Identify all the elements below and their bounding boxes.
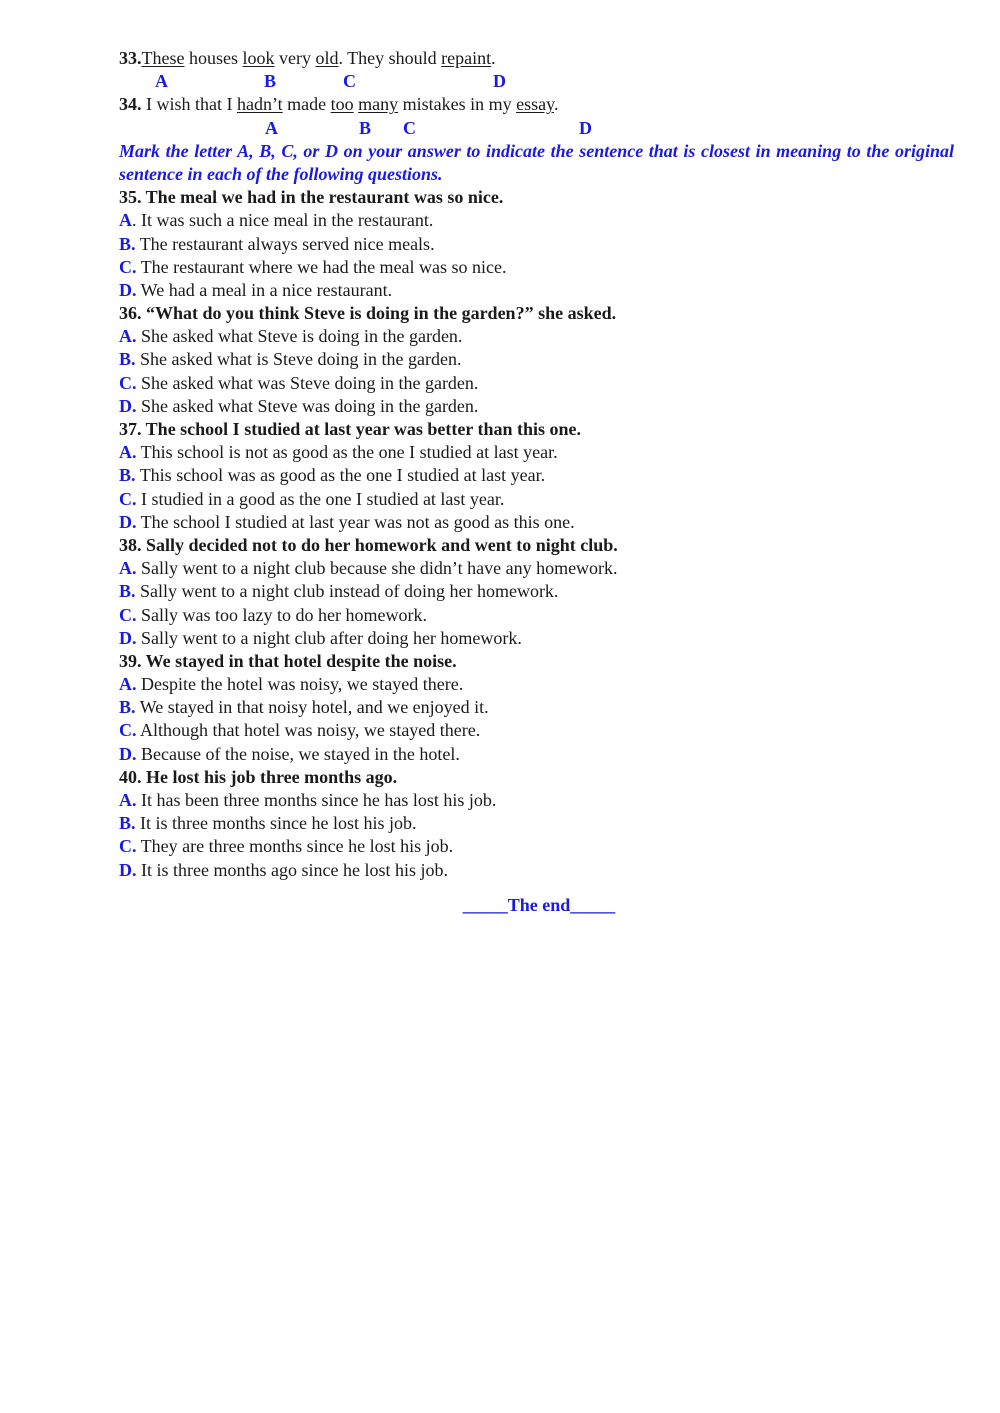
question-stem: 40. He lost his job three months ago. (119, 766, 398, 787)
answer-option (119, 279, 959, 302)
option-letter: D (493, 71, 506, 92)
option-letter: C. (119, 256, 137, 277)
option-text: She asked what Steve is doing in the garden. (136, 326, 463, 347)
text-segment: houses (184, 48, 243, 68)
option-letter: A. (119, 326, 137, 347)
answer-option (119, 859, 959, 882)
answer-letters-34 (119, 117, 959, 140)
option-letter: A. (119, 790, 137, 811)
option-letter: C. (119, 372, 137, 393)
option-letter: A. (119, 674, 137, 695)
option-letter: D. (119, 511, 137, 532)
worksheet-page (119, 47, 959, 917)
answer-option (119, 743, 959, 766)
answer-option (119, 789, 959, 812)
answer-option (119, 488, 959, 511)
option-text: I studied in a good as the one I studied at last year. (136, 488, 505, 509)
section-instruction: Mark the letter A, B, C, or D on your answer to indicate the sentence that is closest in meaning to the original sentence in each of the following questions. (119, 140, 954, 184)
option-text: It is three months since he lost his job. (135, 813, 417, 834)
option-letter: D. (119, 395, 137, 416)
option-text: She asked what is Steve doing in the garden. (135, 349, 462, 370)
option-letter: C (343, 71, 356, 92)
text-segment: . They should (338, 48, 442, 68)
option-text: Although that hotel was noisy, we stayed there. (136, 720, 481, 741)
answer-option (119, 511, 959, 534)
option-letter: B. (119, 465, 136, 486)
option-letter: B. (119, 697, 136, 718)
option-text: The restaurant where we had the meal was so nice. (136, 256, 507, 277)
answer-option (119, 604, 959, 627)
answer-option (119, 557, 959, 580)
answer-option (119, 719, 959, 742)
option-text: The restaurant always served nice meals. (135, 233, 435, 254)
option-letter: D. (119, 279, 137, 300)
question-stem: 38. Sally decided not to do her homework and went to night club. (119, 534, 618, 555)
underlined-word: hadn’t (236, 94, 283, 115)
option-letter: C (403, 117, 416, 138)
answer-option (119, 812, 959, 835)
option-letter: D. (119, 627, 137, 648)
text-segment: mistakes in my (398, 94, 517, 115)
option-letter: C. (119, 488, 137, 509)
option-text: It has been three months since he has lost his job. (136, 790, 497, 811)
question-stem: 35. The meal we had in the restaurant was so nice. (119, 187, 504, 208)
option-letter: B (264, 71, 277, 92)
option-text: Sally was too lazy to do her homework. (136, 604, 427, 625)
answer-option (119, 372, 959, 395)
option-letter: A (119, 210, 132, 231)
option-letter: C. (119, 720, 137, 741)
option-text: The school I studied at last year was not as good as this one. (136, 511, 575, 532)
answer-option (119, 395, 959, 418)
option-text: It is three months ago since he lost his job. (136, 859, 448, 880)
option-letter: A (155, 71, 168, 92)
option-letter: B. (119, 349, 136, 370)
option-text: Sally went to a night club after doing her homework. (136, 627, 522, 648)
answer-option (119, 348, 959, 371)
option-text: . It was such a nice meal in the restaurant. (132, 210, 434, 231)
underlined-word: These (141, 48, 185, 68)
option-text: She asked what Steve was doing in the garden. (136, 395, 479, 416)
answer-option (119, 209, 959, 232)
question-34 (119, 93, 959, 116)
answer-option (119, 673, 959, 696)
option-text: Because of the noise, we stayed in the hotel. (136, 743, 460, 764)
option-letter: D. (119, 859, 137, 880)
text-segment: very (274, 48, 316, 68)
underlined-word: look (242, 48, 275, 68)
end-marker: _____The end_____ (462, 894, 616, 915)
text-segment: made (282, 94, 331, 115)
text-segment: . (491, 48, 496, 68)
answer-option (119, 464, 959, 487)
option-text: Sally went to a night club because she didn’t have any homework. (136, 558, 618, 579)
option-text: Sally went to a night club instead of doing her homework. (135, 581, 559, 602)
option-text: Despite the hotel was noisy, we stayed there. (136, 674, 464, 695)
answer-option (119, 835, 959, 858)
answer-option (119, 627, 959, 650)
answer-option (119, 233, 959, 256)
answer-option (119, 256, 959, 279)
option-text: We stayed in that noisy hotel, and we enjoyed it. (135, 697, 489, 718)
question-stem: 37. The school I studied at last year was better than this one. (119, 419, 582, 440)
option-letter: C. (119, 604, 137, 625)
answer-option (119, 325, 959, 348)
option-text: This school is not as good as the one I studied at last year. (136, 442, 558, 463)
option-letter: D. (119, 743, 137, 764)
question-stem: 36. “What do you think Steve is doing in the garden?” she asked. (119, 303, 617, 324)
option-letter: D (579, 117, 592, 138)
text-segment: I wish that I (141, 94, 237, 115)
option-letter: B. (119, 581, 136, 602)
option-letter: C. (119, 836, 137, 857)
underlined-word: many (358, 94, 399, 115)
option-text: We had a meal in a nice restaurant. (136, 279, 393, 300)
option-letter: A. (119, 558, 137, 579)
option-text: This school was as good as the one I studied at last year. (135, 465, 546, 486)
option-letter: B (359, 117, 372, 138)
underlined-word: repaint (441, 48, 492, 68)
underlined-word: essay (516, 94, 554, 115)
option-letter: A. (119, 442, 137, 463)
answer-letters-33 (119, 70, 959, 93)
question-33 (119, 47, 959, 70)
question-stem: 39. We stayed in that hotel despite the noise. (119, 650, 457, 671)
answer-option (119, 580, 959, 603)
option-text: They are three months since he lost his job. (136, 836, 454, 857)
option-text: She asked what was Steve doing in the garden. (136, 372, 479, 393)
question-number: 33. (119, 48, 142, 68)
option-letter: B. (119, 813, 136, 834)
underlined-word: too (330, 94, 354, 115)
answer-option (119, 696, 959, 719)
answer-option (119, 441, 959, 464)
option-letter: A (265, 117, 278, 138)
underlined-word: old (315, 48, 339, 68)
text-segment: . (553, 94, 559, 115)
option-letter: B. (119, 233, 136, 254)
question-list (119, 186, 959, 882)
question-number: 34. (119, 94, 142, 115)
